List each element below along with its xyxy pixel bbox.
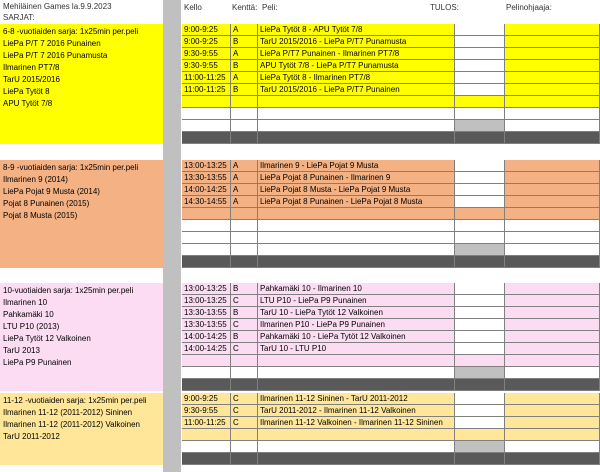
cell-referee[interactable] [505,429,600,441]
cell-time: 14:00-14:25 [182,184,231,196]
cell-referee[interactable] [505,405,600,417]
cell-result[interactable] [455,307,505,319]
section-separator [258,453,455,465]
series-title: 6-8 -vuotiaiden sarja: 1x25min per.peli [3,27,139,36]
section-separator [231,379,258,391]
column-header-time: Kello [184,3,202,12]
cell-game: Ilmarinen 9 - LiePa Pojat 9 Musta [258,160,455,172]
cell-game [258,232,455,244]
cell-game: APU Tytöt 7/8 - LiePa P/T7 Punamusta [258,60,455,72]
series-team: LiePa Tytöt 8 [3,87,50,96]
cell-game [258,96,455,108]
series-team: Ilmarinen 11-12 (2011-2012) Sininen [3,408,133,417]
cell-game: LiePa Pojat 8 Musta - LiePa Pojat 9 Musta [258,184,455,196]
column-header-referee: Pelinohjaaja: [506,3,552,12]
section-separator [258,379,455,391]
cell-time: 13:00-13:25 [182,283,231,295]
cell-result[interactable] [455,319,505,331]
cell-referee[interactable] [505,343,600,355]
series-team: TarU 2015/2016 [3,75,60,84]
cell-field: B [231,283,258,295]
section-separator [455,132,505,144]
cell-game [258,244,455,256]
cell-result[interactable] [455,172,505,184]
cell-result[interactable] [455,24,505,36]
cell-time [182,220,231,232]
cell-result[interactable] [455,441,505,453]
cell-time [182,96,231,108]
series-team: Ilmarinen 11-12 (2011-2012) Valkoinen [3,420,140,429]
cell-referee[interactable] [505,84,600,96]
cell-field: A [231,24,258,36]
series-team: Ilmarinen 9 (2014) [3,175,68,184]
cell-field [231,220,258,232]
cell-game: LiePa Pojat 8 Punainen - Ilmarinen 9 [258,172,455,184]
section-separator [231,453,258,465]
cell-result[interactable] [455,393,505,405]
series-heading: SARJAT: [3,13,35,22]
cell-field: C [231,393,258,405]
cell-time [182,355,231,367]
cell-result[interactable] [455,343,505,355]
cell-result[interactable] [455,283,505,295]
cell-result[interactable] [455,331,505,343]
cell-game: LTU P10 - LiePa P9 Punainen [258,295,455,307]
cell-time [182,441,231,453]
section-separator [231,256,258,268]
cell-referee[interactable] [505,441,600,453]
cell-result[interactable] [455,417,505,429]
cell-time: 13:00-13:25 [182,160,231,172]
cell-result[interactable] [455,208,505,220]
cell-field: B [231,36,258,48]
cell-referee[interactable] [505,417,600,429]
cell-time: 9:00-9:25 [182,393,231,405]
cell-time: 9:00-9:25 [182,24,231,36]
column-header-field: Kenttä: [232,3,258,12]
cell-field [231,441,258,453]
cell-referee[interactable] [505,355,600,367]
cell-referee[interactable] [505,295,600,307]
cell-game: Ilmarinen 11-12 Sininen - TarU 2011-2012 [258,393,455,405]
cell-game [258,429,455,441]
cell-field: C [231,417,258,429]
series-team: LiePa P/T 7 2016 Punainen [3,39,101,48]
cell-field: B [231,331,258,343]
cell-field: C [231,319,258,331]
series-team: Pojat 8 Musta (2015) [3,211,78,220]
section-separator [258,256,455,268]
series-team: LTU P10 (2013) [3,322,60,331]
divider-column [163,0,181,472]
cell-time [182,232,231,244]
cell-field: A [231,48,258,60]
cell-game [258,108,455,120]
cell-field [231,355,258,367]
section-separator [182,453,231,465]
section-separator [455,256,505,268]
section-separator [182,132,231,144]
cell-result[interactable] [455,405,505,417]
series-team: LiePa P/T 7 2016 Punamusta [3,51,108,60]
cell-game: Pahkamäki 10 - Ilmarinen 10 [258,283,455,295]
cell-field: B [231,307,258,319]
cell-game [258,208,455,220]
cell-result[interactable] [455,196,505,208]
cell-time: 11:00-11:25 [182,72,231,84]
cell-result[interactable] [455,429,505,441]
cell-referee[interactable] [505,331,600,343]
series-team: LiePa P9 Punainen [3,358,72,367]
cell-result[interactable] [455,220,505,232]
cell-result[interactable] [455,36,505,48]
cell-result[interactable] [455,84,505,96]
cell-field: C [231,405,258,417]
cell-game [258,441,455,453]
cell-field: B [231,84,258,96]
cell-field: A [231,196,258,208]
cell-result[interactable] [455,72,505,84]
cell-time [182,208,231,220]
cell-game: TarU 2011-2012 - Ilmarinen 11-12 Valkoinen [258,405,455,417]
cell-result[interactable] [455,96,505,108]
cell-referee[interactable] [505,283,600,295]
cell-game [258,120,455,132]
cell-result[interactable] [455,244,505,256]
cell-field [231,429,258,441]
cell-time: 13:30-13:55 [182,172,231,184]
cell-referee[interactable] [505,24,600,36]
cell-game: TarU 2015/2016 - LiePa P/T7 Punainen [258,84,455,96]
cell-field: A [231,72,258,84]
cell-time: 14:30-14:55 [182,196,231,208]
cell-time [182,367,231,379]
cell-referee[interactable] [505,196,600,208]
cell-field [231,120,258,132]
cell-referee[interactable] [505,307,600,319]
cell-referee[interactable] [505,232,600,244]
cell-game [258,367,455,379]
cell-referee[interactable] [505,319,600,331]
column-header-game: Peli: [262,3,278,12]
cell-time: 11:00-11:25 [182,417,231,429]
cell-referee[interactable] [505,108,600,120]
cell-field [231,367,258,379]
cell-result[interactable] [455,232,505,244]
cell-game: LiePa Pojat 8 Punainen - LiePa Pojat 8 Musta [258,196,455,208]
cell-referee[interactable] [505,72,600,84]
cell-time: 9:30-9:55 [182,405,231,417]
series-team: Ilmarinen PT7/8 [3,63,60,72]
series-title: 8-9 -vuotiaiden sarja: 1x25min per.peli [3,163,139,172]
series-team: LiePa Pojat 9 Musta (2014) [3,187,100,196]
section-separator [231,132,258,144]
cell-result[interactable] [455,367,505,379]
section-separator [182,256,231,268]
cell-field [231,232,258,244]
cell-referee[interactable] [505,48,600,60]
cell-field: A [231,184,258,196]
cell-time: 11:00-11:25 [182,84,231,96]
cell-game [258,355,455,367]
cell-game: LiePa P/T7 Punainen - Ilmarinen PT7/8 [258,48,455,60]
cell-game: Pahkamäki 10 - LiePa Tytöt 12 Valkoinen [258,331,455,343]
cell-field [231,208,258,220]
section-separator [258,132,455,144]
cell-referee[interactable] [505,393,600,405]
cell-game: TarU 2015/2016 - LiePa P/T7 Punamusta [258,36,455,48]
cell-referee[interactable] [505,60,600,72]
cell-result[interactable] [455,160,505,172]
cell-game [258,220,455,232]
series-team: TarU 2013 [3,346,40,355]
cell-field: A [231,172,258,184]
cell-result[interactable] [455,355,505,367]
page-title: Mehiläinen Games la.9.9.2023 [3,2,112,11]
cell-referee[interactable] [505,208,600,220]
cell-field: B [231,60,258,72]
section-separator [182,379,231,391]
section-separator [505,256,600,268]
cell-referee[interactable] [505,244,600,256]
cell-game: TarU 10 - LiePa Tytöt 12 Valkoinen [258,307,455,319]
cell-field: C [231,295,258,307]
cell-referee[interactable] [505,96,600,108]
cell-referee[interactable] [505,367,600,379]
cell-time: 14:00-14:25 [182,343,231,355]
cell-time [182,108,231,120]
cell-field: C [231,343,258,355]
cell-referee[interactable] [505,36,600,48]
cell-time: 14:00-14:25 [182,331,231,343]
series-team: LiePa Tytöt 12 Valkoinen [3,334,91,343]
cell-field: A [231,160,258,172]
cell-result[interactable] [455,120,505,132]
cell-time: 9:30-9:55 [182,48,231,60]
cell-referee[interactable] [505,160,600,172]
section-separator [505,453,600,465]
series-title: 10-vuotiaiden sarja: 1x25min per.peli [3,286,134,295]
cell-referee[interactable] [505,184,600,196]
series-team: TarU 2011-2012 [3,432,60,441]
series-team: APU Tytöt 7/8 [3,99,53,108]
column-header-result: TULOS: [430,3,459,12]
section-separator [455,379,505,391]
cell-field [231,108,258,120]
cell-time: 9:30-9:55 [182,60,231,72]
cell-game: LiePa Tytöt 8 - Ilmarinen PT7/8 [258,72,455,84]
cell-field [231,244,258,256]
series-team: Pahkamäki 10 [3,310,54,319]
cell-game: LiePa Tytöt 8 - APU Tytöt 7/8 [258,24,455,36]
series-title: 11-12 -vuotiaiden sarja: 1x25min per.peli [3,396,147,405]
cell-game: Ilmarinen P10 - LiePa P9 Punainen [258,319,455,331]
cell-time: 13:00-13:25 [182,295,231,307]
series-team: Ilmarinen 10 [3,298,48,307]
cell-game: TarU 10 - LTU P10 [258,343,455,355]
cell-result[interactable] [455,295,505,307]
cell-result[interactable] [455,60,505,72]
series-team: Pojat 8 Punainen (2015) [3,199,90,208]
cell-time [182,429,231,441]
section-separator [505,379,600,391]
section-separator [455,453,505,465]
section-separator [505,132,600,144]
cell-game: Ilmarinen 11-12 Valkoinen - Ilmarinen 11-12 Sininen [258,417,455,429]
cell-time [182,120,231,132]
cell-referee[interactable] [505,120,600,132]
cell-time: 13:30-13:55 [182,319,231,331]
cell-referee[interactable] [505,220,600,232]
cell-result[interactable] [455,108,505,120]
cell-field [231,96,258,108]
cell-time: 9:00-9:25 [182,36,231,48]
cell-result[interactable] [455,184,505,196]
cell-result[interactable] [455,48,505,60]
cell-referee[interactable] [505,172,600,184]
cell-time [182,244,231,256]
cell-time: 13:30-13:55 [182,307,231,319]
